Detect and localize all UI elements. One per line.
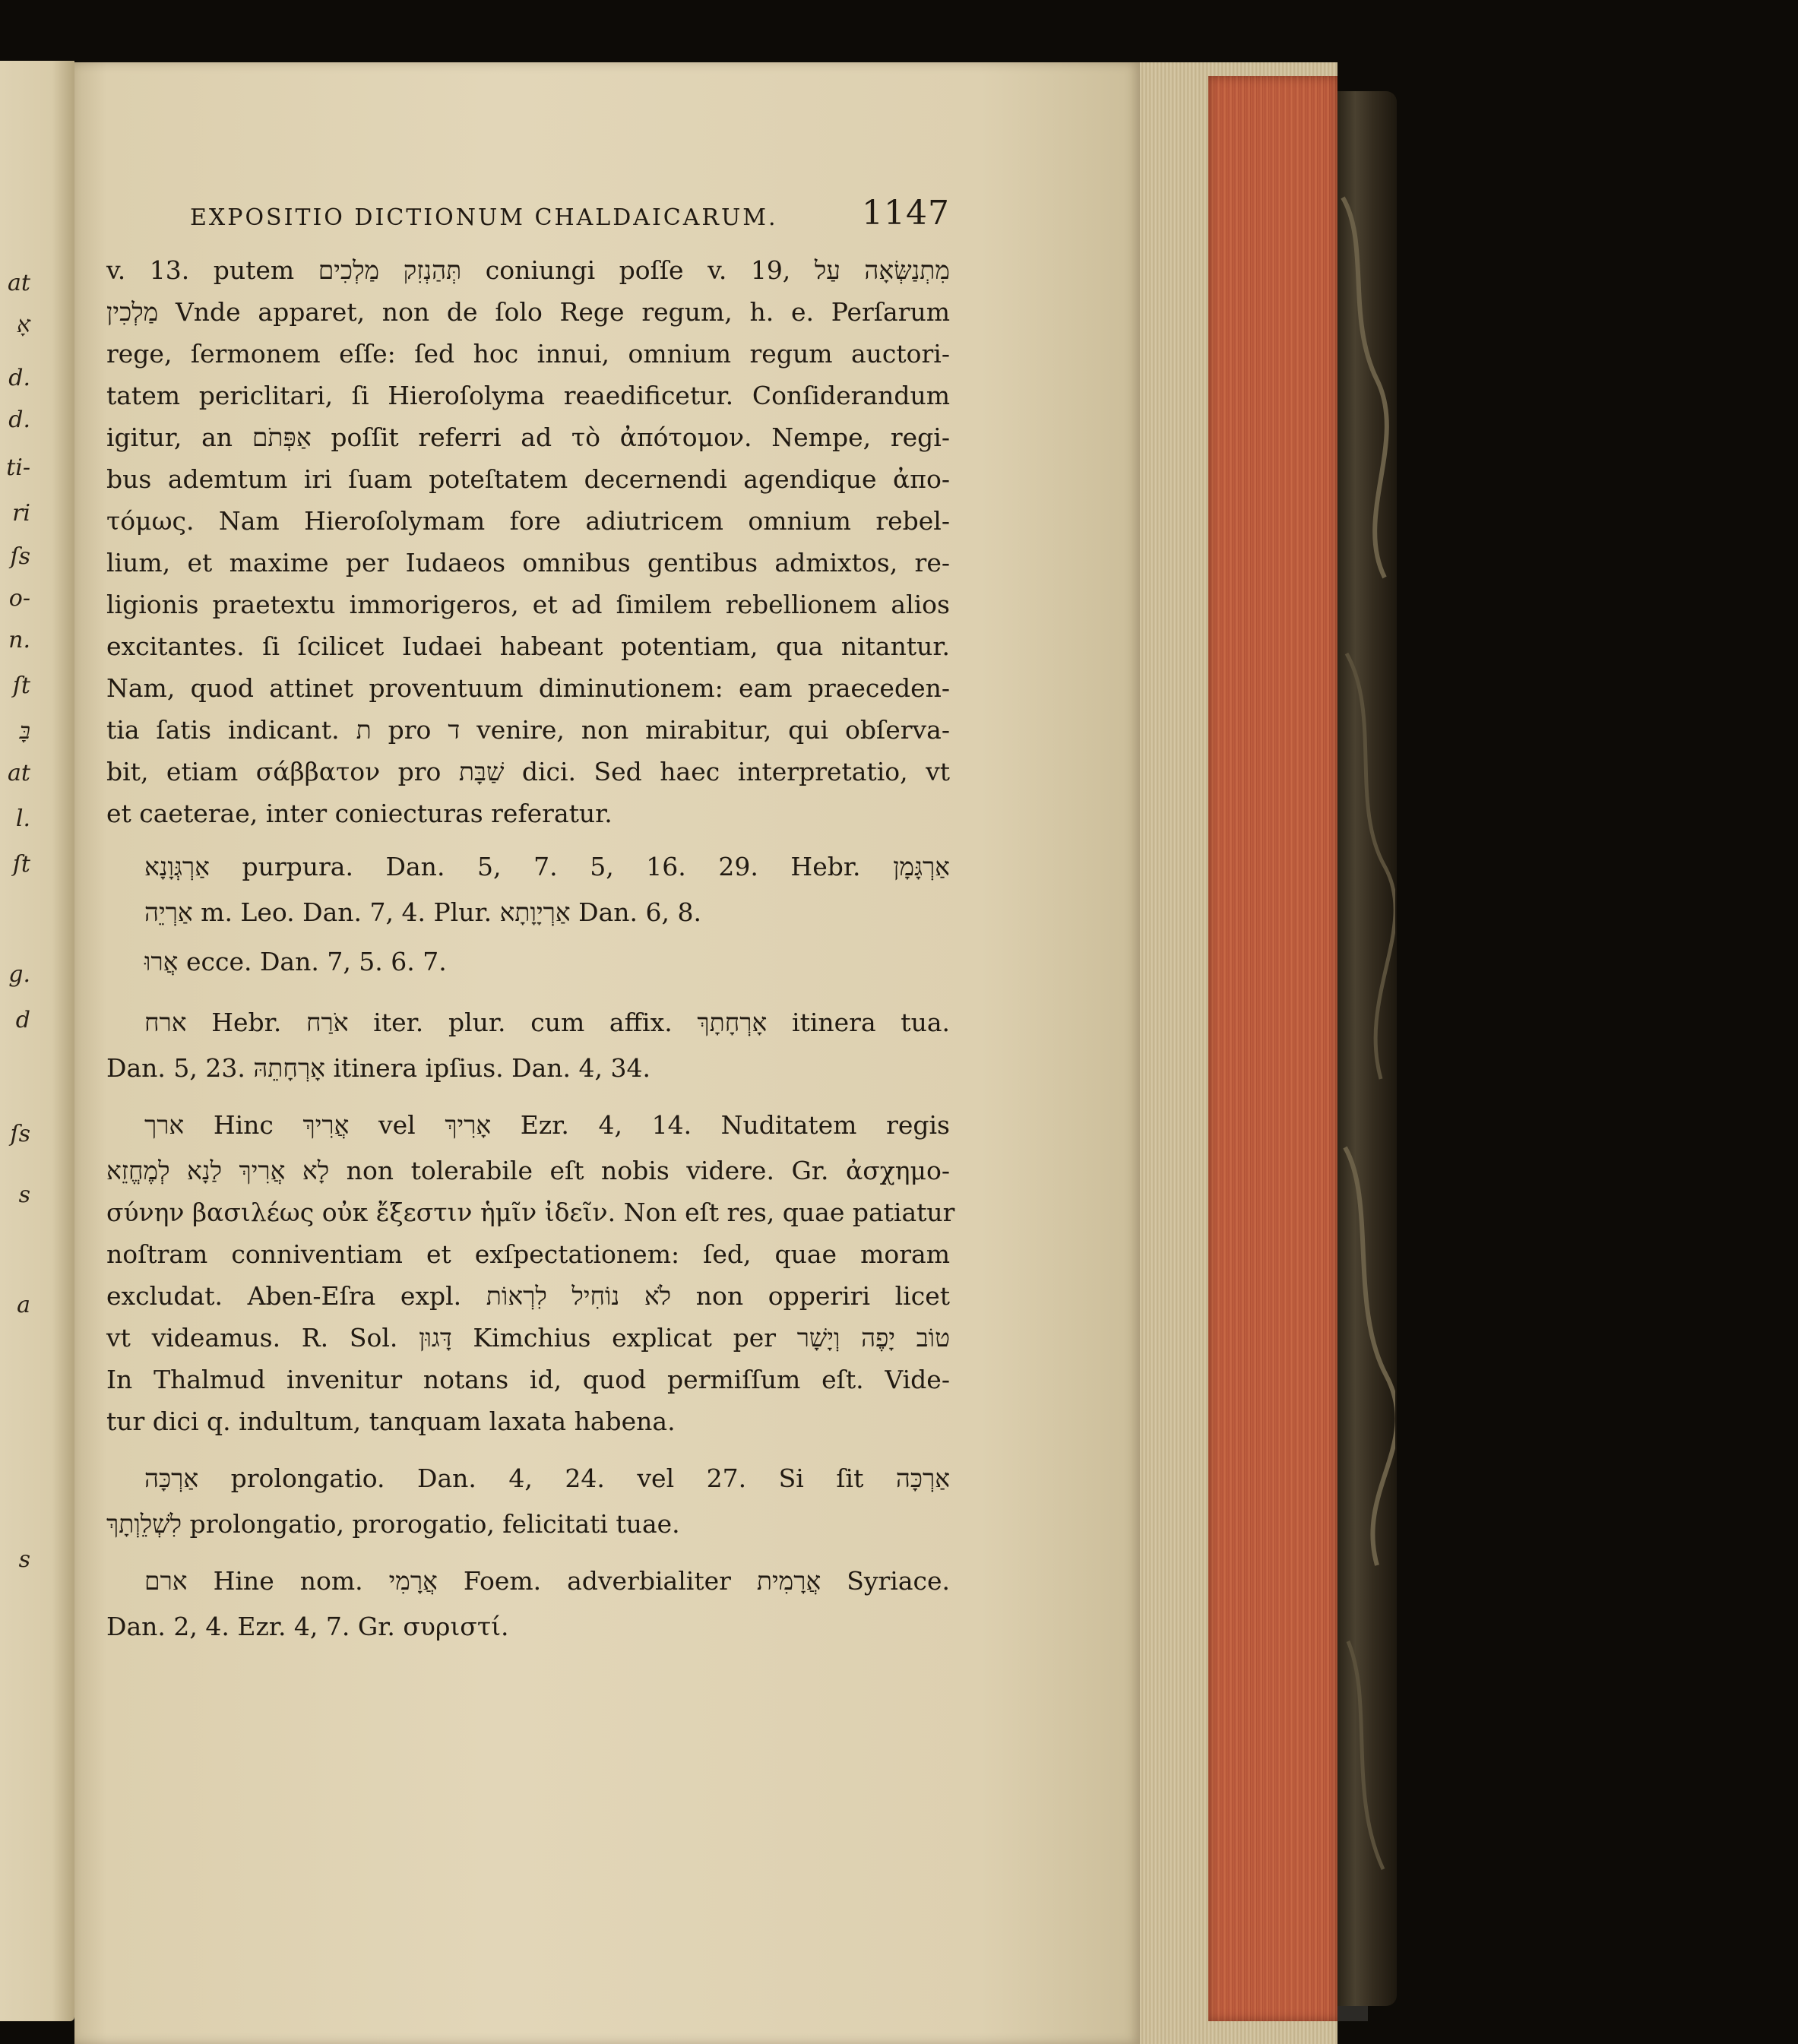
- text-line: σύνην βασιλέως οὐκ ἔξεστιν ἡμῖν ἰδεῖν. Non eſt res, quae patiatur: [106, 1198, 955, 1227]
- left-fragment: ſs: [10, 1121, 30, 1147]
- text-line: τόμως. Nam Hieroſolymam fore adiutricem omnium rebel-: [106, 506, 950, 536]
- entry-line: ארח Hebr. אֹרַח iter. plur. cum affix. אָרְחָתָךְ itinera tua.: [144, 1008, 950, 1037]
- text-line: מַלְכִין Vnde apparet, non de ſolo Rege regum, h. e. Perſarum: [106, 297, 950, 327]
- left-fragment: at: [8, 270, 30, 296]
- text-line: vt videamus. R. Sol. דָּגוּן Kimchius explicat per טוֹב יָפֶה וְיָשָׁר: [106, 1323, 950, 1353]
- entry-line: ארך Hinc אֲרִיךְ vel אָרִיךְ Ezr. 4, 14. Nuditatem regis: [144, 1110, 950, 1140]
- text-line: In Thalmud invenitur notans id, quod permiſſum eſt. Vide-: [106, 1365, 950, 1394]
- text-line: excitantes. ſi ſcilicet Iudaei habeant potentiam, qua nitantur.: [106, 631, 950, 661]
- entry-line: אַרְכָּה prolongatio. Dan. 4, 24. vel 27. Si ſit אַרְכָּה: [144, 1463, 950, 1493]
- text-line: ligionis praetextu immorigeros, et ad ſimilem rebellionem alios: [106, 590, 950, 619]
- text-line: bit, etiam σάββατον pro שַׁבָּת dici. Sed haec interpretatio, vt: [106, 757, 951, 786]
- marbled-cover-pattern: [1339, 122, 1395, 1945]
- left-fragment: o-: [8, 585, 30, 612]
- left-fragment: n.: [8, 627, 30, 653]
- marble-vein: [1343, 198, 1387, 577]
- left-fragment: בָּ: [19, 718, 30, 745]
- text-line: Dan. 5, 23. אָרְחָתֵהּ itinera ipſius. Dan. 4, 34.: [106, 1053, 651, 1083]
- text-line: rege, ſermonem eſſe: ſed hoc innui, omnium regum auctori-: [106, 339, 950, 369]
- text-line: tatem periclitari, ſi Hieroſolyma reaedificetur. Conſiderandum: [106, 381, 950, 410]
- entry-line: אַרְיֵה m. Leo. Dan. 7, 4. Plur. אַרְיָוָתָא Dan. 6, 8.: [144, 897, 701, 927]
- left-fragment: d: [15, 1007, 30, 1033]
- left-fragment: s: [18, 1546, 30, 1573]
- text-line: et caeterae, inter coniecturas referatur.: [106, 799, 613, 828]
- text-line: tur dici q. indultum, tanquam laxata habena.: [106, 1406, 676, 1436]
- text-line: לָא אֲרִיךְ לַנָא לְמֶחֱזֵא non tolerabile eſt nobis videre. Gr. ἀσχημο-: [106, 1156, 951, 1185]
- left-fragment: ri: [12, 500, 30, 527]
- left-fragment: s: [18, 1182, 30, 1208]
- left-fragment: l.: [15, 805, 30, 832]
- running-head: EXPOSITIO DICTIONUM CHALDAICARUM.: [190, 204, 778, 231]
- entry-line: אֲרוּ ecce. Dan. 7, 5. 6. 7.: [144, 947, 447, 976]
- left-fragment: at: [8, 760, 30, 786]
- text-line: bus ademtum iri ſuam poteſtatem decernendi agendique ἀπο-: [106, 464, 950, 494]
- marble-vein: [1345, 1147, 1395, 1565]
- entry-line: אַרְגְּוָנָא purpura. Dan. 5, 7. 5, 16. 29. Hebr. אַרְגָּמָן: [144, 852, 950, 881]
- text-line: v. 13. putem תְּהַנְזִק מַלְכִים coniungi poſſe v. 19, מִתְנַשְּׂאָה עַל: [106, 255, 950, 285]
- text-line: לִשְׁלֵוְתָךְ prolongatio, prorogatio, felicitati tuae.: [106, 1509, 680, 1539]
- marble-vein: [1347, 653, 1395, 1079]
- entry-line: ארם Hine nom. אֲרָמִי Foem. adverbialiter אֲרָמִית Syriace.: [144, 1566, 950, 1596]
- text-line: noſtram conniventiam et exſpectationem: ſed, quae moram: [106, 1239, 950, 1269]
- text-line: Nam, quod attinet proventuum diminutionem: eam praeceden-: [106, 673, 950, 703]
- left-fragment: g.: [8, 961, 30, 988]
- text-line: igitur, an אַפְּתֹם poſſit referri ad τὸ ἀπότομον. Nempe, regi-: [106, 422, 951, 452]
- left-page: [0, 61, 74, 2021]
- marble-vein: [1348, 1641, 1383, 1869]
- left-fragment: ſs: [10, 543, 30, 570]
- red-fore-edge: [1208, 76, 1337, 2021]
- left-fragment: ti-: [6, 454, 30, 481]
- text-line: tia ſatis indicant. ת pro ד venire, non mirabitur, qui obſerva-: [106, 715, 951, 745]
- text-line: Dan. 2, 4. Ezr. 4, 7. Gr. συριστί.: [106, 1612, 509, 1641]
- page-header: [106, 194, 950, 239]
- text-line: lium, et maxime per Iudaeos omnibus gentibus admixtos, re-: [106, 548, 950, 577]
- left-fragment: d.: [8, 407, 30, 433]
- left-fragment: a: [17, 1292, 30, 1318]
- left-fragment: אָ: [16, 312, 30, 338]
- text-line: excludat. Aben-Eſra expl. לֹא נוֹחִיל לִרְאוֹת non opperiri licet: [106, 1281, 951, 1311]
- left-fragment: ſt: [12, 851, 30, 878]
- page-number: 1147: [862, 194, 950, 233]
- left-fragment: d.: [8, 365, 30, 391]
- left-page-edge-text: [0, 61, 74, 2021]
- left-fragment: ſt: [12, 672, 30, 699]
